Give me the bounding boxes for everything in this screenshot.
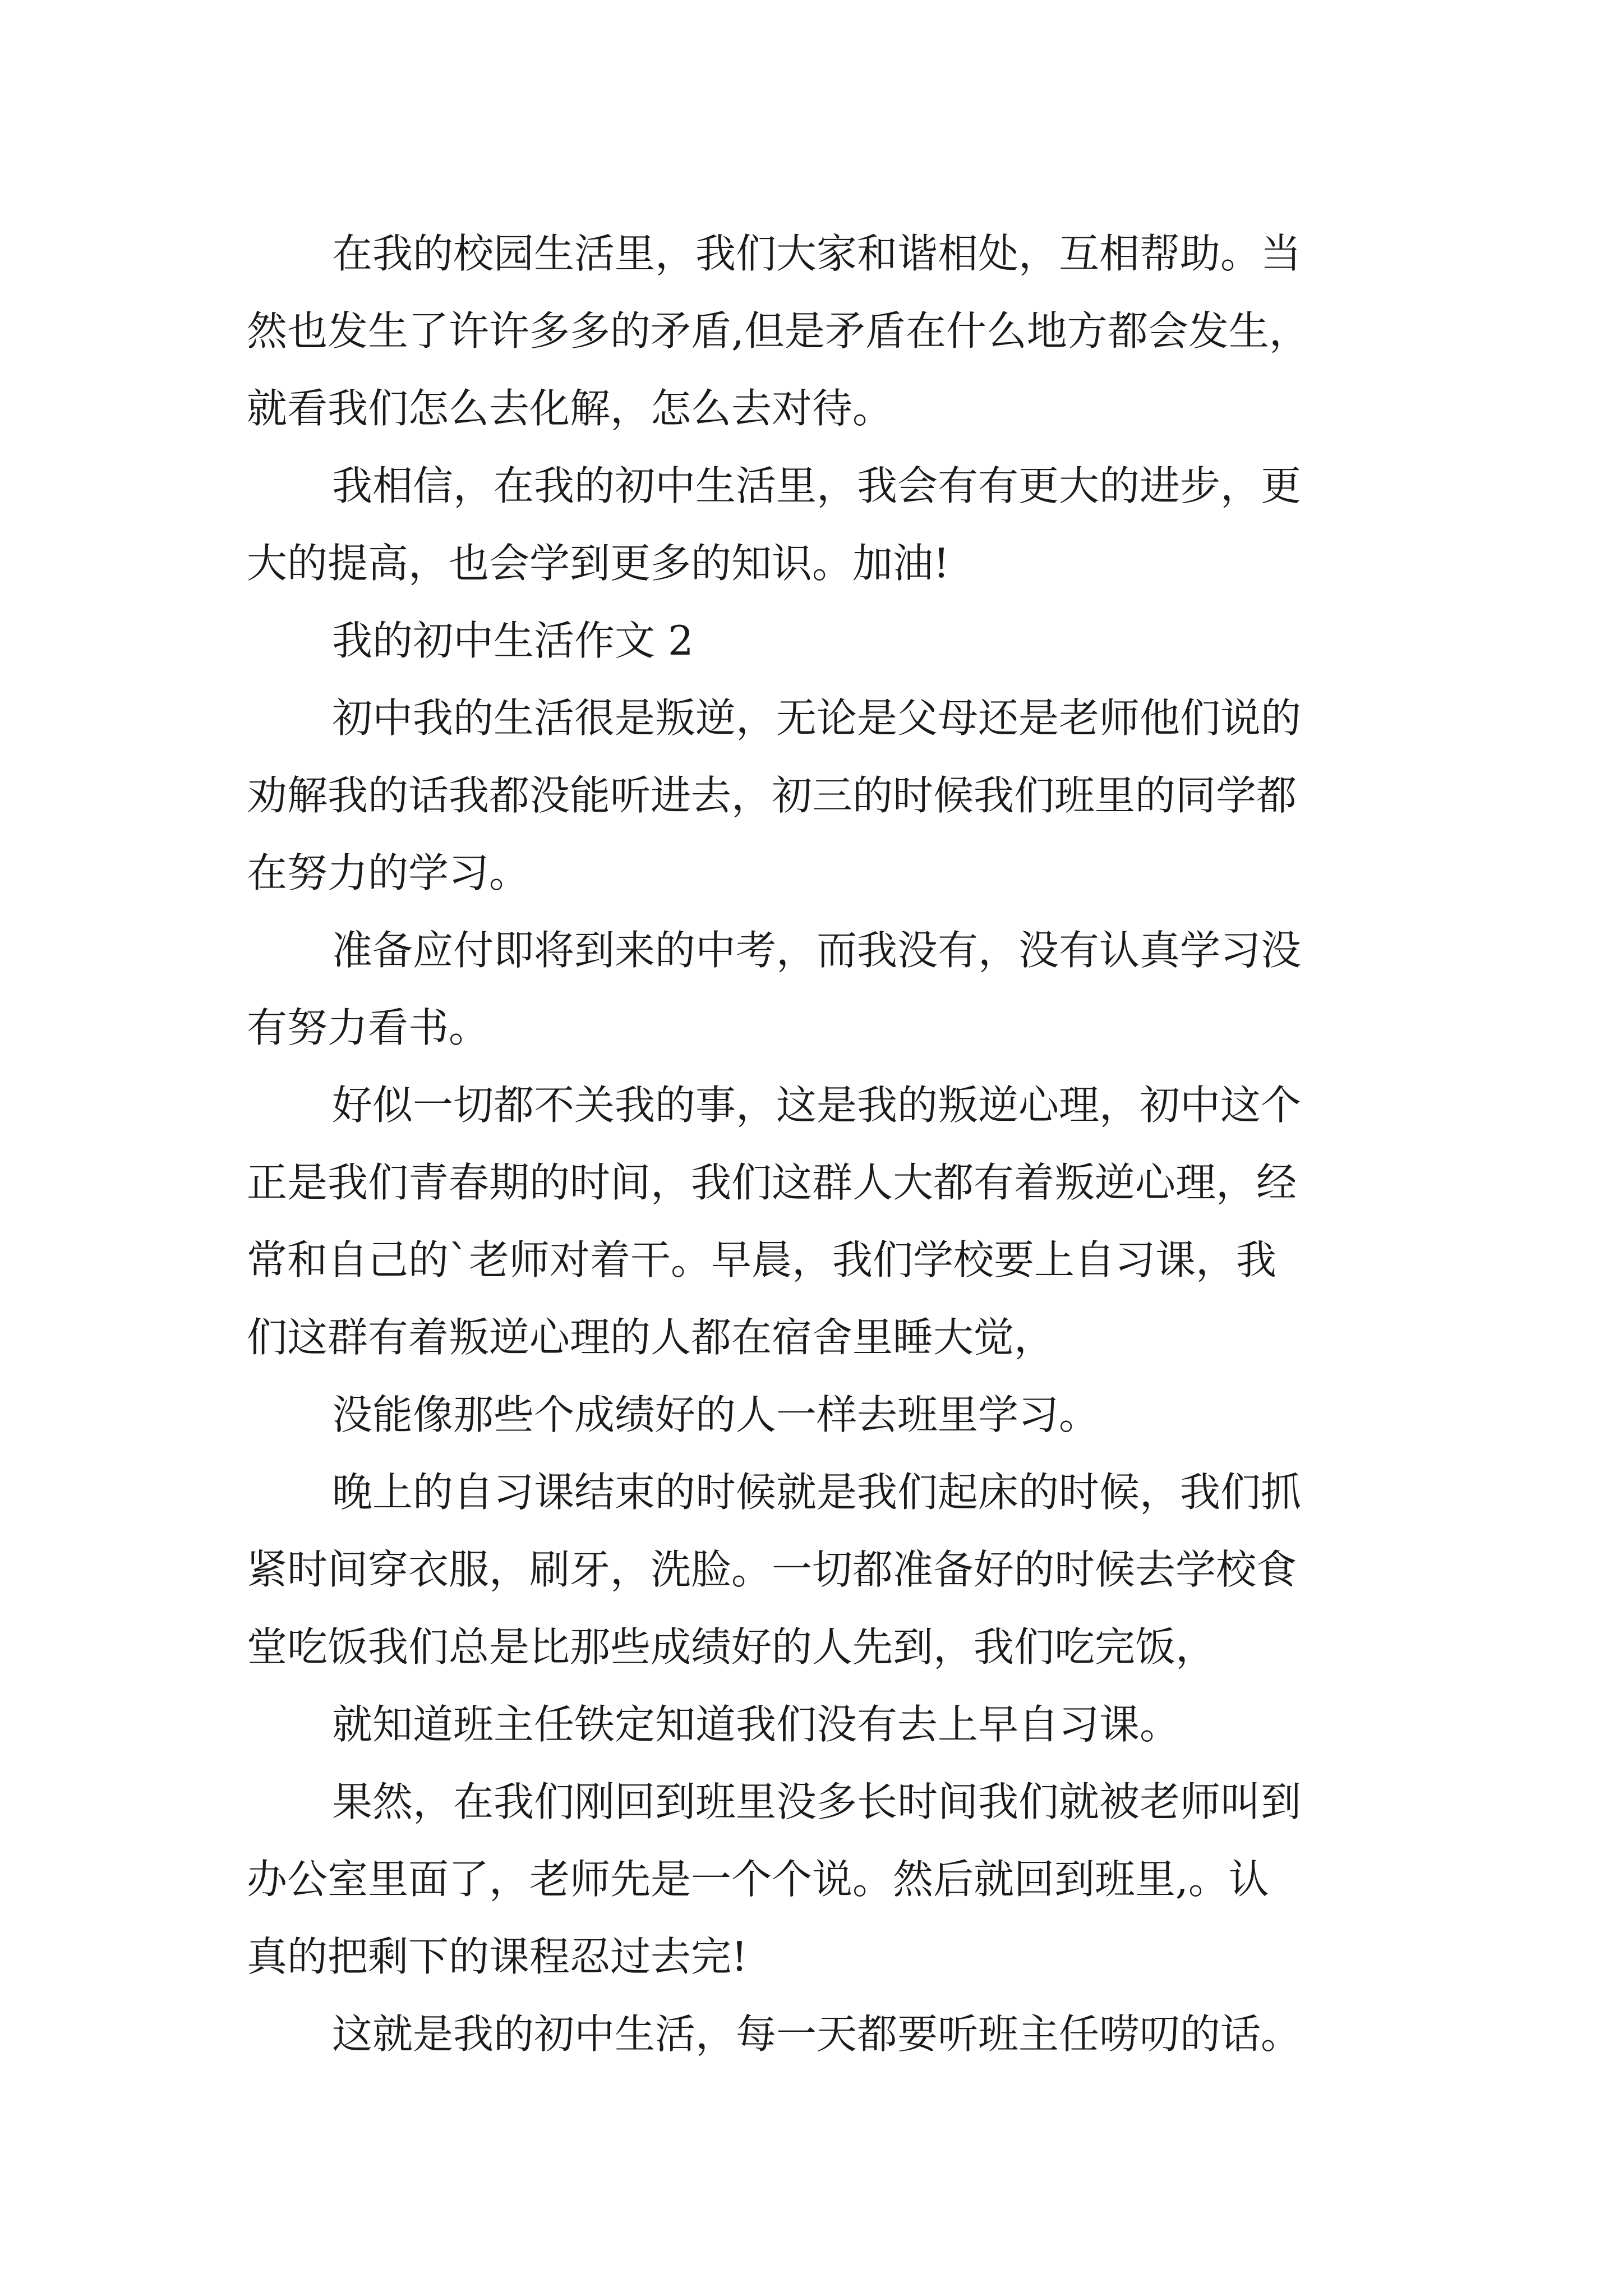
text-line: 堂吃饭我们总是比那些成绩好的人先到，我们吃完饭， [247,1623,1216,1671]
text-line: 这就是我的初中生活，每一天都要听班主任唠叨的话。 [332,2010,1302,2058]
text-line: 正是我们青春期的时间，我们这群人大都有着叛逆心理，经 [247,1159,1297,1206]
paragraph-3 [247,679,1430,912]
paragraph-8 [247,1686,1430,1763]
paragraph-2 [247,447,1430,602]
paragraph-6 [247,1376,1430,1453]
text-line: 在努力的学习。 [247,849,530,896]
text-line: 有努力看书。 [247,1004,490,1051]
text-line: 好似一切都不关我的事，这是我的叛逆心理，初中这个 [332,1082,1302,1129]
text-line: 就知道班主任铁定知道我们没有去上早自习课。 [332,1701,1181,1748]
heading-line: 我的初中生活作文 2 [332,617,694,664]
text-line: 晚上的自习课结束的时候就是我们起床的时候，我们抓 [332,1469,1302,1516]
text-line: 准备应付即将到来的中考，而我没有，没有认真学习没 [332,927,1302,974]
text-line: 就看我们怎么去化解，怎么去对待。 [247,385,893,432]
text-line: 常和自己的`老师对着干。早晨，我们学校要上自习课，我 [247,1236,1277,1283]
paragraph-5 [247,1066,1430,1376]
text-line: 们这群有着叛逆心理的人都在宿舍里睡大觉， [247,1314,1055,1361]
paragraph-4 [247,912,1430,1066]
text-line: 没能像那些个成绩好的人一样去班里学习。 [332,1391,1100,1438]
text-line: 然也发生了许许多多的矛盾,但是矛盾在什么地方都会发生， [247,307,1310,355]
text-line: 真的把剩下的课程忍过去完! [247,1933,748,1980]
document-body [247,215,1430,2073]
text-line: 我相信，在我的初中生活里，我会有有更大的进步，更 [332,462,1302,509]
section-heading [247,602,1430,679]
text-line: 办公室里面了，老师先是一个个说。然后就回到班里,。认 [247,1856,1269,1903]
text-line: 果然，在我们刚回到班里没多长时间我们就被老师叫到 [332,1778,1302,1825]
text-line: 紧时间穿衣服，刷牙，洗脸。一切都准备好的时候去学校食 [247,1546,1297,1593]
paragraph-10 [247,1995,1430,2073]
text-line: 劝解我的话我都没能听进去，初三的时候我们班里的同学都 [247,772,1297,819]
text-line: 大的提高，也会学到更多的知识。加油! [247,540,949,587]
paragraph-1 [247,215,1430,447]
paragraph-7 [247,1453,1430,1686]
text-line: 在我的校园生活里，我们大家和谐相处，互相帮助。当 [332,230,1302,277]
text-line: 初中我的生活很是叛逆，无论是父母还是老师他们说的 [332,694,1302,742]
paragraph-9 [247,1763,1430,1995]
